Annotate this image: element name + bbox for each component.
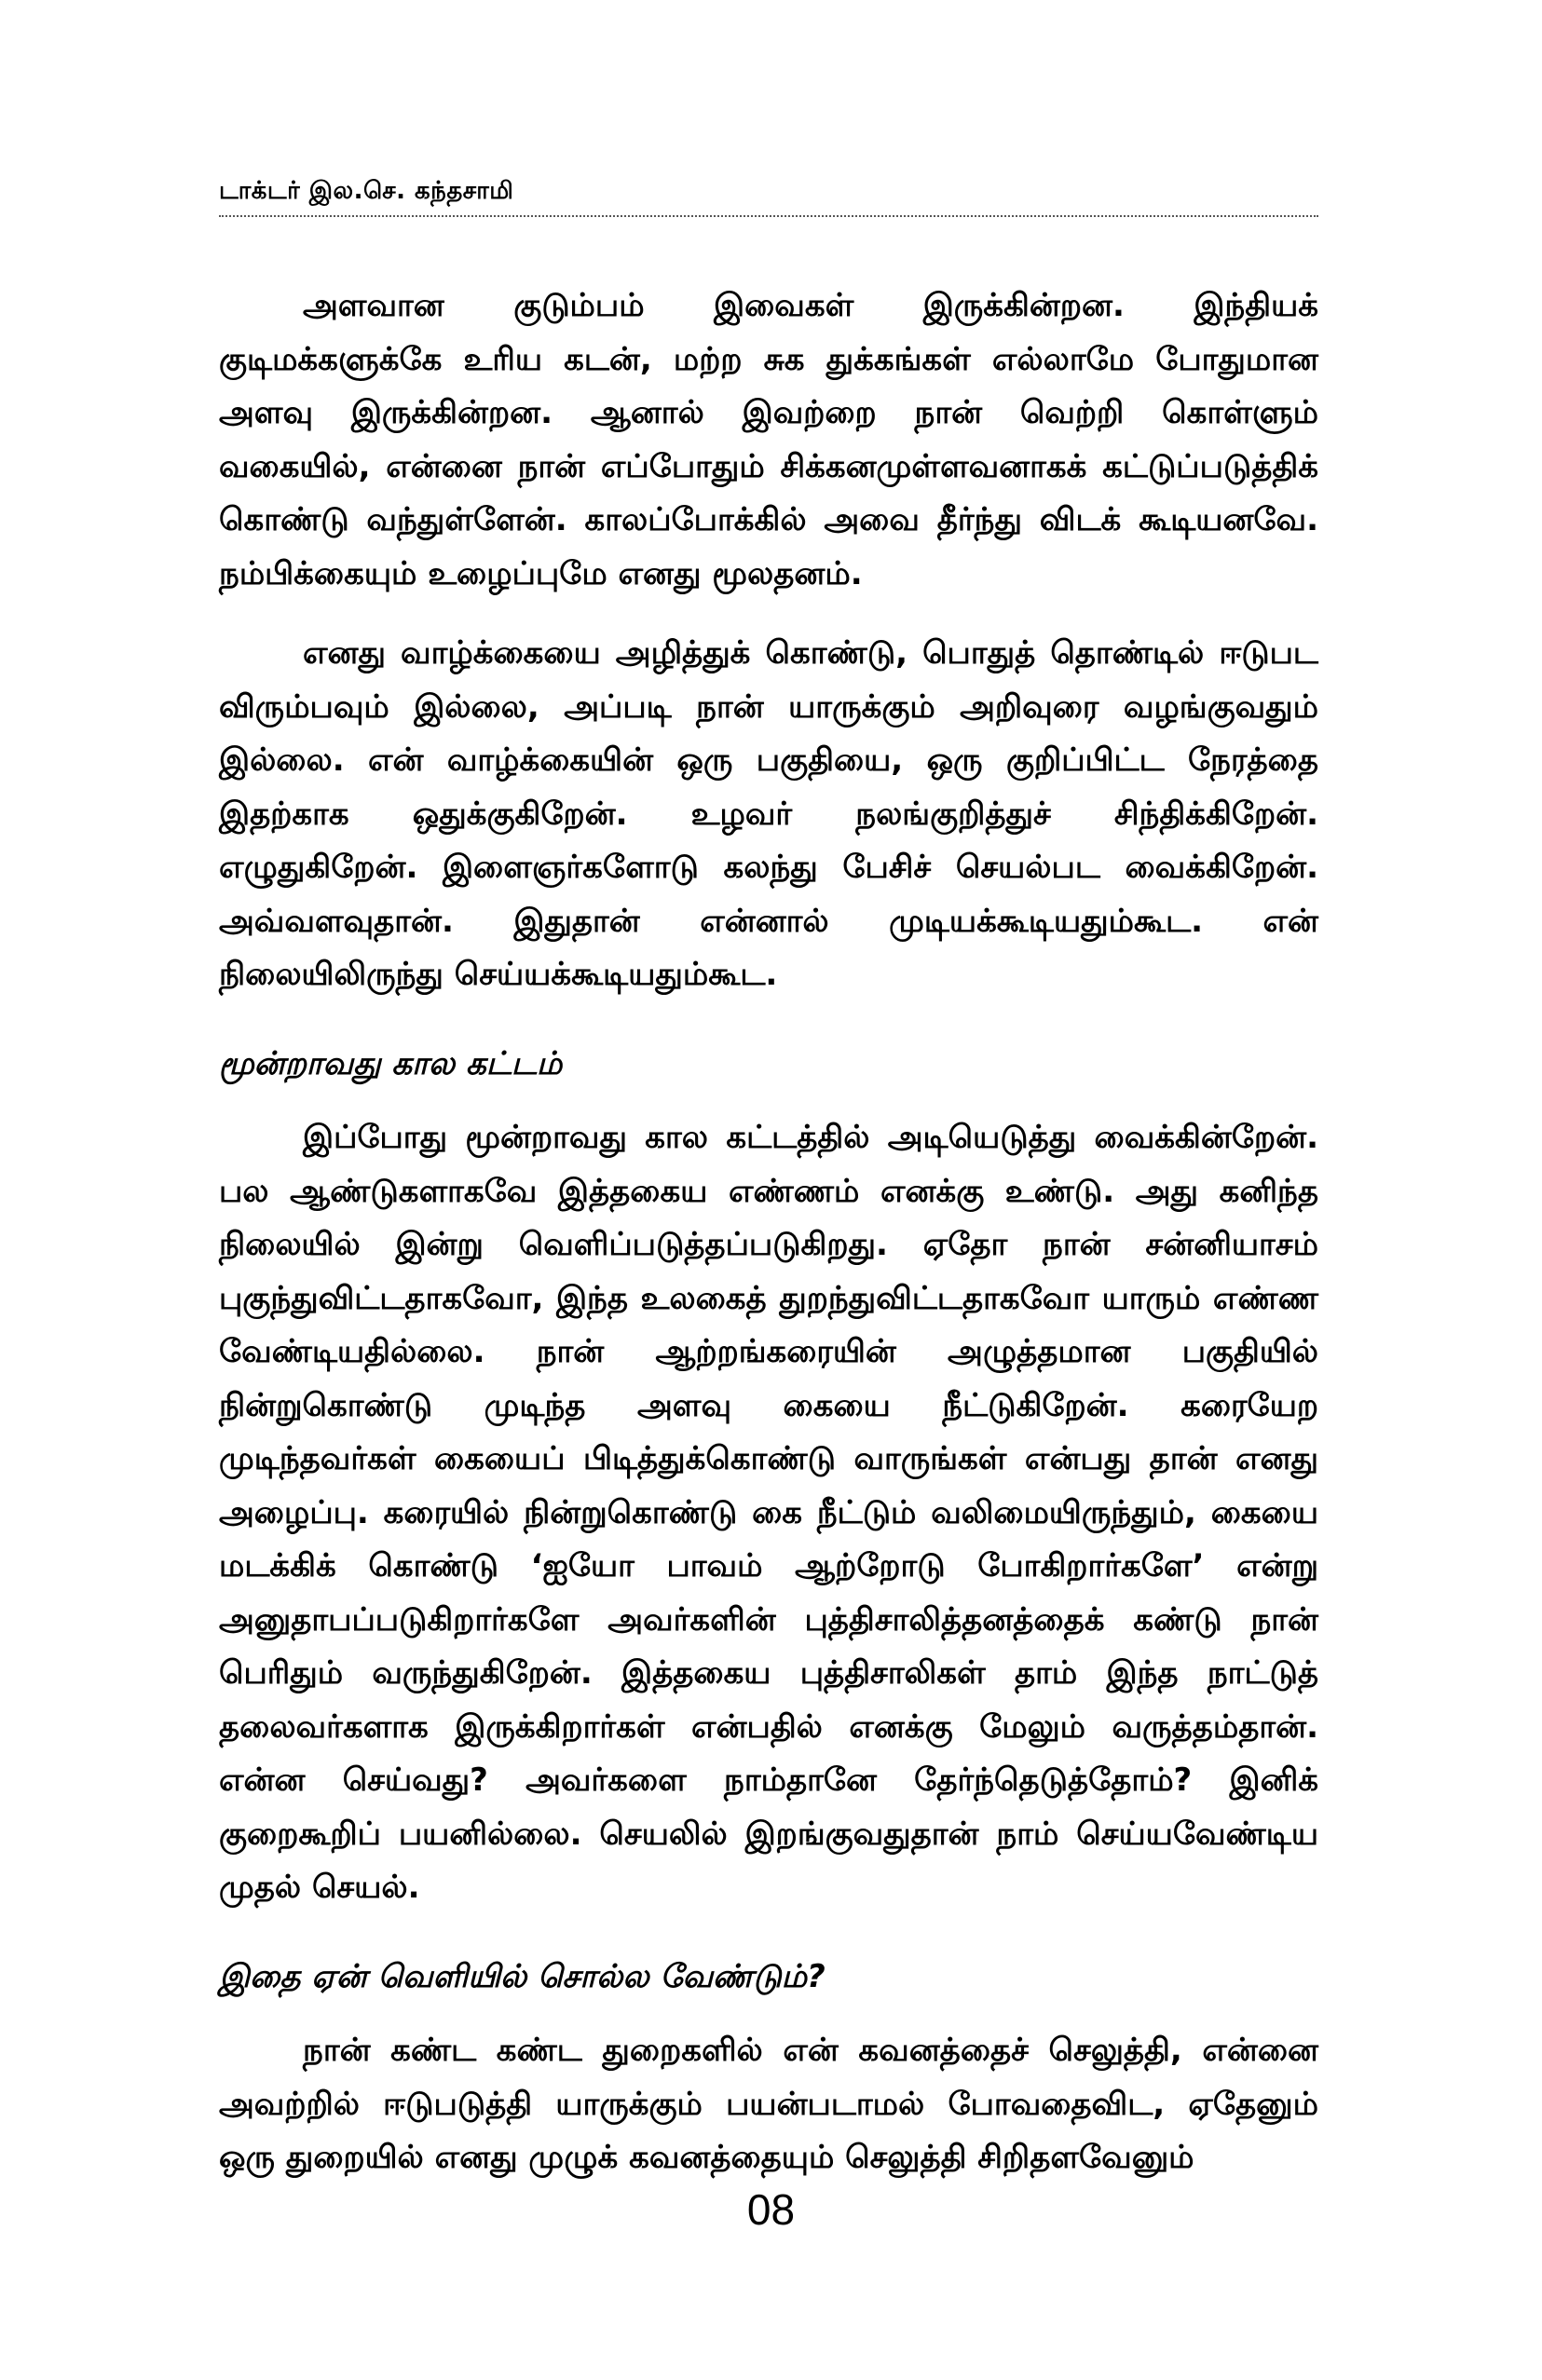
header-divider <box>219 215 1318 217</box>
page-body <box>219 279 1318 2185</box>
paragraph-4: நான் கண்ட கண்ட துறைகளில் என் கவனத்தைச் செலுத்தி, என்னை அவற்றில் ஈடுபடுத்தி யாருக்கும் பயன்படாமல் போவதைவிட, ஏதேனும் ஒரு துறையில் எனது முழுக் கவனத்தையும் செலுத்தி சிறிதளவேனும் <box>219 2032 1318 2176</box>
page-number: 08 <box>746 2185 796 2234</box>
paragraph-2: எனது வாழ்க்கையை அழித்துக் கொண்டு, பொதுத் தொண்டில் ஈடுபட விரும்பவும் இல்லை, அப்படி நான் யாருக்கும் அறிவுரை வழங்குவதும் இல்லை. என் வாழ்க்கையின் ஒரு பகுதியை, ஒரு குறிப்பிட்ட நேரத்தை இதற்காக ஒதுக்குகிறேன். உழவர் நலங்குறித்துச் சிந்திக்கிறேன். எழுதுகிறேன். இளைஞர்களோடு கலந்து பேசிச் செயல்பட வைக்கிறேன். அவ்வளவுதான். இதுதான் என்னால் முடியக்கூடியதும்கூட. என் நிலையிலிருந்து செய்யக்கூடியதும்கூட. <box>219 634 1318 993</box>
section-heading-third-period: மூன்றாவது கால கட்டம் <box>219 1044 563 1082</box>
paragraph-3: இப்போது மூன்றாவது கால கட்டத்தில் அடியெடுத்து வைக்கின்றேன். பல ஆண்டுகளாகவே இத்தகைய எண்ணம் எனக்கு உண்டு. அது கனிந்த நிலையில் இன்று வெளிப்படுத்தப்படுகிறது. ஏதோ நான் சன்னியாசம் புகுந்துவிட்டதாகவோ, இந்த உலகைத் துறந்துவிட்டதாகவோ யாரும் எண்ண வேண்டியதில்லை. நான் ஆற்றங்கரையின் அழுத்தமான பகுதியில் நின்றுகொண்டு முடிந்த அளவு கையை நீட்டுகிறேன். கரையேற முடிந்தவர்கள் கையைப் பிடித்துக்கொண்டு வாருங்கள் என்பது தான் எனது அழைப்பு. கரையில் நின்றுகொண்டு கை நீட்டும் வலிமையிருந்தும், கையை மடக்கிக் கொண்டு ‘ஐயோ பாவம் ஆற்றோடு போகிறார்களே’ என்று அனுதாபப்படுகிறார்களே அவர்களின் புத்திசாலித்தனத்தைக் கண்டு நான் பெரிதும் வருந்துகிறேன். இத்தகைய புத்திசாலிகள் தாம் இந்த நாட்டுத் தலைவர்களாக இருக்கிறார்கள் என்பதில் எனக்கு மேலும் வருத்தம்தான். என்ன செய்வது? அவர்களை நாம்தானே தேர்ந்தெடுத்தோம்? இனிக் குறைகூறிப் பயனில்லை. செயலில் இறங்குவதுதான் நாம் செய்யவேண்டிய முதல் செயல். <box>219 1119 1318 1906</box>
running-header: டாக்டர் இல.செ. கந்தசாமி <box>219 177 514 205</box>
paragraph-1: அளவான குடும்பம் இவைகள் இருக்கின்றன. இந்தியக் குடிமக்களுக்கே உரிய கடன், மற்ற சுக துக்கங்கள் எல்லாமே போதுமான அளவு இருக்கின்றன. ஆனால் இவற்றை நான் வெற்றி கொள்ளும் வகையில், என்னை நான் எப்போதும் சிக்கனமுள்ளவனாகக் கட்டுப்படுத்திக் கொண்டு வந்துள்ளேன். காலப்போக்கில் அவை தீர்ந்து விடக் கூடியனவே. நம்பிக்கையும் உழைப்புமே எனது மூலதனம். <box>219 287 1318 592</box>
section-heading-why-tell: இதை ஏன் வெளியில் சொல்ல வேண்டும்? <box>219 1957 826 1995</box>
